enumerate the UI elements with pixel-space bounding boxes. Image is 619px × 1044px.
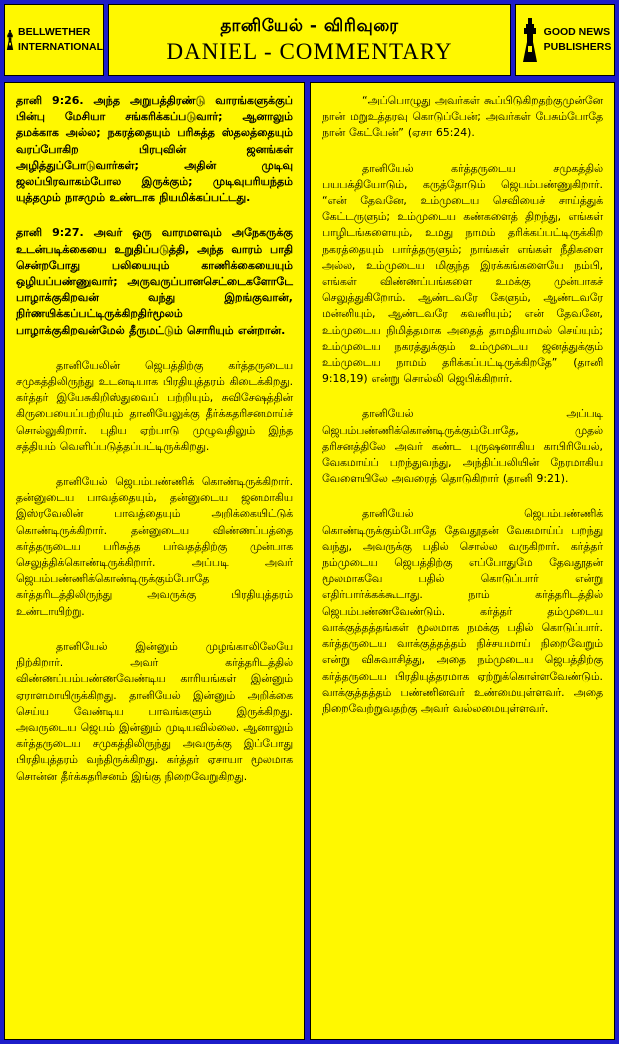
title-english: DANIEL - COMMENTARY xyxy=(166,39,453,64)
bellwether-logo xyxy=(4,4,104,76)
commentary-paragraph: தானியேலின் ஜெபத்திற்கு கர்த்தருடைய சமுகத்திலிருந்து உடனடியாக பிரதியுத்தரம் கிடைக்கிறது. கர்த்தர் இயேசுகிறிஸ்துவைப் பற்றியும், சுவிசேஷத்தின் கிருபையைப்பற்றியும் தானியேலுக்கு தீர்க்கதரிசனமாய்ச் சொல்லுகிறார். புதிய ஏற்பாடு முழுவதிலும் இந்த சத்தியம் வெளிப்படுத்தப்பட்டிருக்கிறது. xyxy=(16,358,293,453)
bellwether-logo-text xyxy=(18,25,103,55)
good-news-logo-text xyxy=(544,25,612,55)
bellwether-logo-line2: INTERNATIONAL xyxy=(18,41,103,53)
tower-icon xyxy=(5,18,15,62)
title-tamil: தானியேல் - விரிவுரை xyxy=(220,16,399,36)
verse-9-26: தானி 9:26. அந்த அறுபத்திரண்டு வாரங்களுக்குப் பின்பு மேசியா சங்கரிக்கப்படுவார்; ஆனாலும் தமக்காக அல்ல; நகரத்தையும் பரிசுத்த ஸ்தலத்தையும் வரப்போகிற பிரபுவின் ஜனங்கள் அழித்துப்போடுவார்கள்; அதின் முடிவு ஜலப்பிரவாகம்போல இருக்கும்; முடிவுபரியந்தம் யுத்தமும் நாசமும் உண்டாக நியமிக்கப்பட்டது. xyxy=(16,94,293,205)
verse-9-27: தானி 9:27. அவர் ஒரு வாரமளவும் அநேகருக்கு உடன்படிக்கையை உறுதிப்படுத்தி, அந்த வாரம் பாதி சென்றபோது பலியையும் காணிக்கையையும் ஒழியப்பண்ணுவார்; அருவருப்பானசெட்டைகளோடே பாழாக்குகிறவன் வந்து இறங்குவான், நிர்ணயிக்கப்பட்டிருக்கிறதிர்மூலம் பாழாக்குகிறவன்மேல் தீருமட்டும் சொரியும் என்றான். xyxy=(16,226,293,337)
commentary-paragraph: தானியேல் அப்படி ஜெபம்பண்ணிக்கொண்டிருக்கும்போதே, முதல் தரிசனத்திலே அவர் கண்ட புருஷனாகிய காபிரியேல், வேகமாய்ப் பறந்துவந்து, அந்திப்பலியின் நேரமாகிய வேளையிலே அவரைத் தொடுகிறார் (தானி 9:21). xyxy=(322,407,603,486)
page-header xyxy=(4,4,615,76)
bellwether-logo-line1: BELLWETHER xyxy=(18,26,91,38)
left-column xyxy=(4,82,305,1040)
commentary-paragraph: தானியேல் ஜெபம்பண்ணிக் கொண்டிருக்கிறார். தன்னுடைய பாவத்தையும், தன்னுடைய ஜனமாகிய இஸ்ரவேலின் பாவத்தையும் அறிக்கையிட்டுக் கொண்டிருக்கிறார். தன்னுடைய விண்ணப்பத்தை கர்த்தருடைய பரிசுத்த பர்வதத்திற்கு முன்பாக செலுத்திக்கொண்டிருக்கிறார். அப்படி அவர் ஜெபம்பண்ணிக்கொண்டிருக்கும்போதே கர்த்தரிடத்திலிருந்து அவருக்கு பிரதியுத்தரம் உண்டாயிற்று. xyxy=(16,475,293,618)
good-news-logo-line1: GOOD NEWS xyxy=(543,26,611,38)
tower-icon xyxy=(519,18,541,62)
right-column xyxy=(310,82,615,1040)
scripture-quote: “அப்பொழுது அவர்கள் கூப்பிடுகிறதற்குமுன்னே நான் மறுஉத்தரவு கொடுப்பேன்; அவர்கள் பேசும்போதே நான் கேட்பேன்” (ஏசா 65:24). xyxy=(322,94,603,140)
commentary-paragraph: தானியேல் கர்த்தருடைய சமுகத்தில் பயபக்தியோடும், கருத்தோடும் ஜெபம்பண்ணுகிறார். “என் தேவனே, உம்முடைய செவியைச் சாய்த்துக் கேட்டருளும்; உம்முடைய கண்களைத் திறந்து, எங்கள் பாழிடங்களையும், உமது நாமம் தரிக்கப்பட்டிருக்கிற நகரத்தையும் பார்த்தருளும்; நாங்கள் எங்கள் நீதிகளை அல்ல, உம்முடைய மிகுந்த இரக்கங்களையே நம்பி, எங்கள் விண்ணப்பங்களை உமக்கு முன்பாகச் செலுத்துகிறோம். ஆண்டவரே கேளும், ஆண்டவரே மன்னியும், ஆண்டவரே கவனியும்; என் தேவனே, உம்முடைய நிமித்தமாக அதைத் தாமதியாமல் செய்யும்; உம்முடைய நகரத்துக்கும் உம்முடைய ஜனத்துக்கும் உம்முடைய நாமம் தரிக்கப்பட்டிருக்கிறதே” (தானி 9:18,19) என்று சொல்லி ஜெபிக்கிறார். xyxy=(322,161,603,386)
good-news-logo-line2: PUBLISHERS xyxy=(543,41,612,53)
title-block xyxy=(108,4,511,76)
good-news-logo xyxy=(515,4,615,76)
commentary-paragraph: தானியேல் இன்னும் முழங்காலிலேயே நிற்கிறார். அவர் கர்த்தரிடத்தில் விண்ணப்பம்பண்ணவேண்டிய காரியங்கள் இன்னும் ஏராளமாயிருக்கிறது. தானியேல் இன்னும் அறிக்கை செய்ய வேண்டிய பாவங்களும் இருக்கிறது. அவருடைய ஜெபம் இன்னும் முடியவில்லை. ஆனாலும் கர்த்தருடைய சமுகத்திலிருந்து அவருக்கு இப்போது பிரதியுத்தரம் வந்திருக்கிறது. கர்த்தர் ஏசாயா மூலமாக சொன்ன தீர்க்கதரிசனம் இங்கு நிறைவேறுகிறது. xyxy=(16,639,293,783)
commentary-paragraph: தானியேல் ஜெபம்பண்ணிக் கொண்டிருக்கும்போதே தேவதூதன் வேகமாய்ப் பறந்து வந்து, அவருக்கு பதில் சொல்ல வருகிறார். கர்த்தர் நம்முடைய ஜெபத்திற்கு எப்போதுமே தேவதூதன் மூலமாகவே பதில் கொடுப்பார் என்று எதிர்பார்க்கக்கூடாது. நாம் கர்த்தரிடத்தில் ஜெபம்பண்ணவேண்டும். கர்த்தர் தம்முடைய வாக்குத்தத்தங்கள் மூலமாக நமக்கு பதில் கொடுப்பார். கர்த்தருடைய வாக்குத்தத்தம் நிச்சயமாய் நிறைவேறும் என்று விசுவாசித்து, அதை நம்முடைய ஜெபத்திற்கு கர்த்தருடைய பிரதியுத்தரமாக ஏற்றுக்கொள்ளவேண்டும். வாக்குத்தத்தம் பண்ணினவர் உண்மையுள்ளவர். அதை நிறைவேற்றுவதற்கு அவர் வல்லமையுள்ளவர். xyxy=(322,507,603,715)
